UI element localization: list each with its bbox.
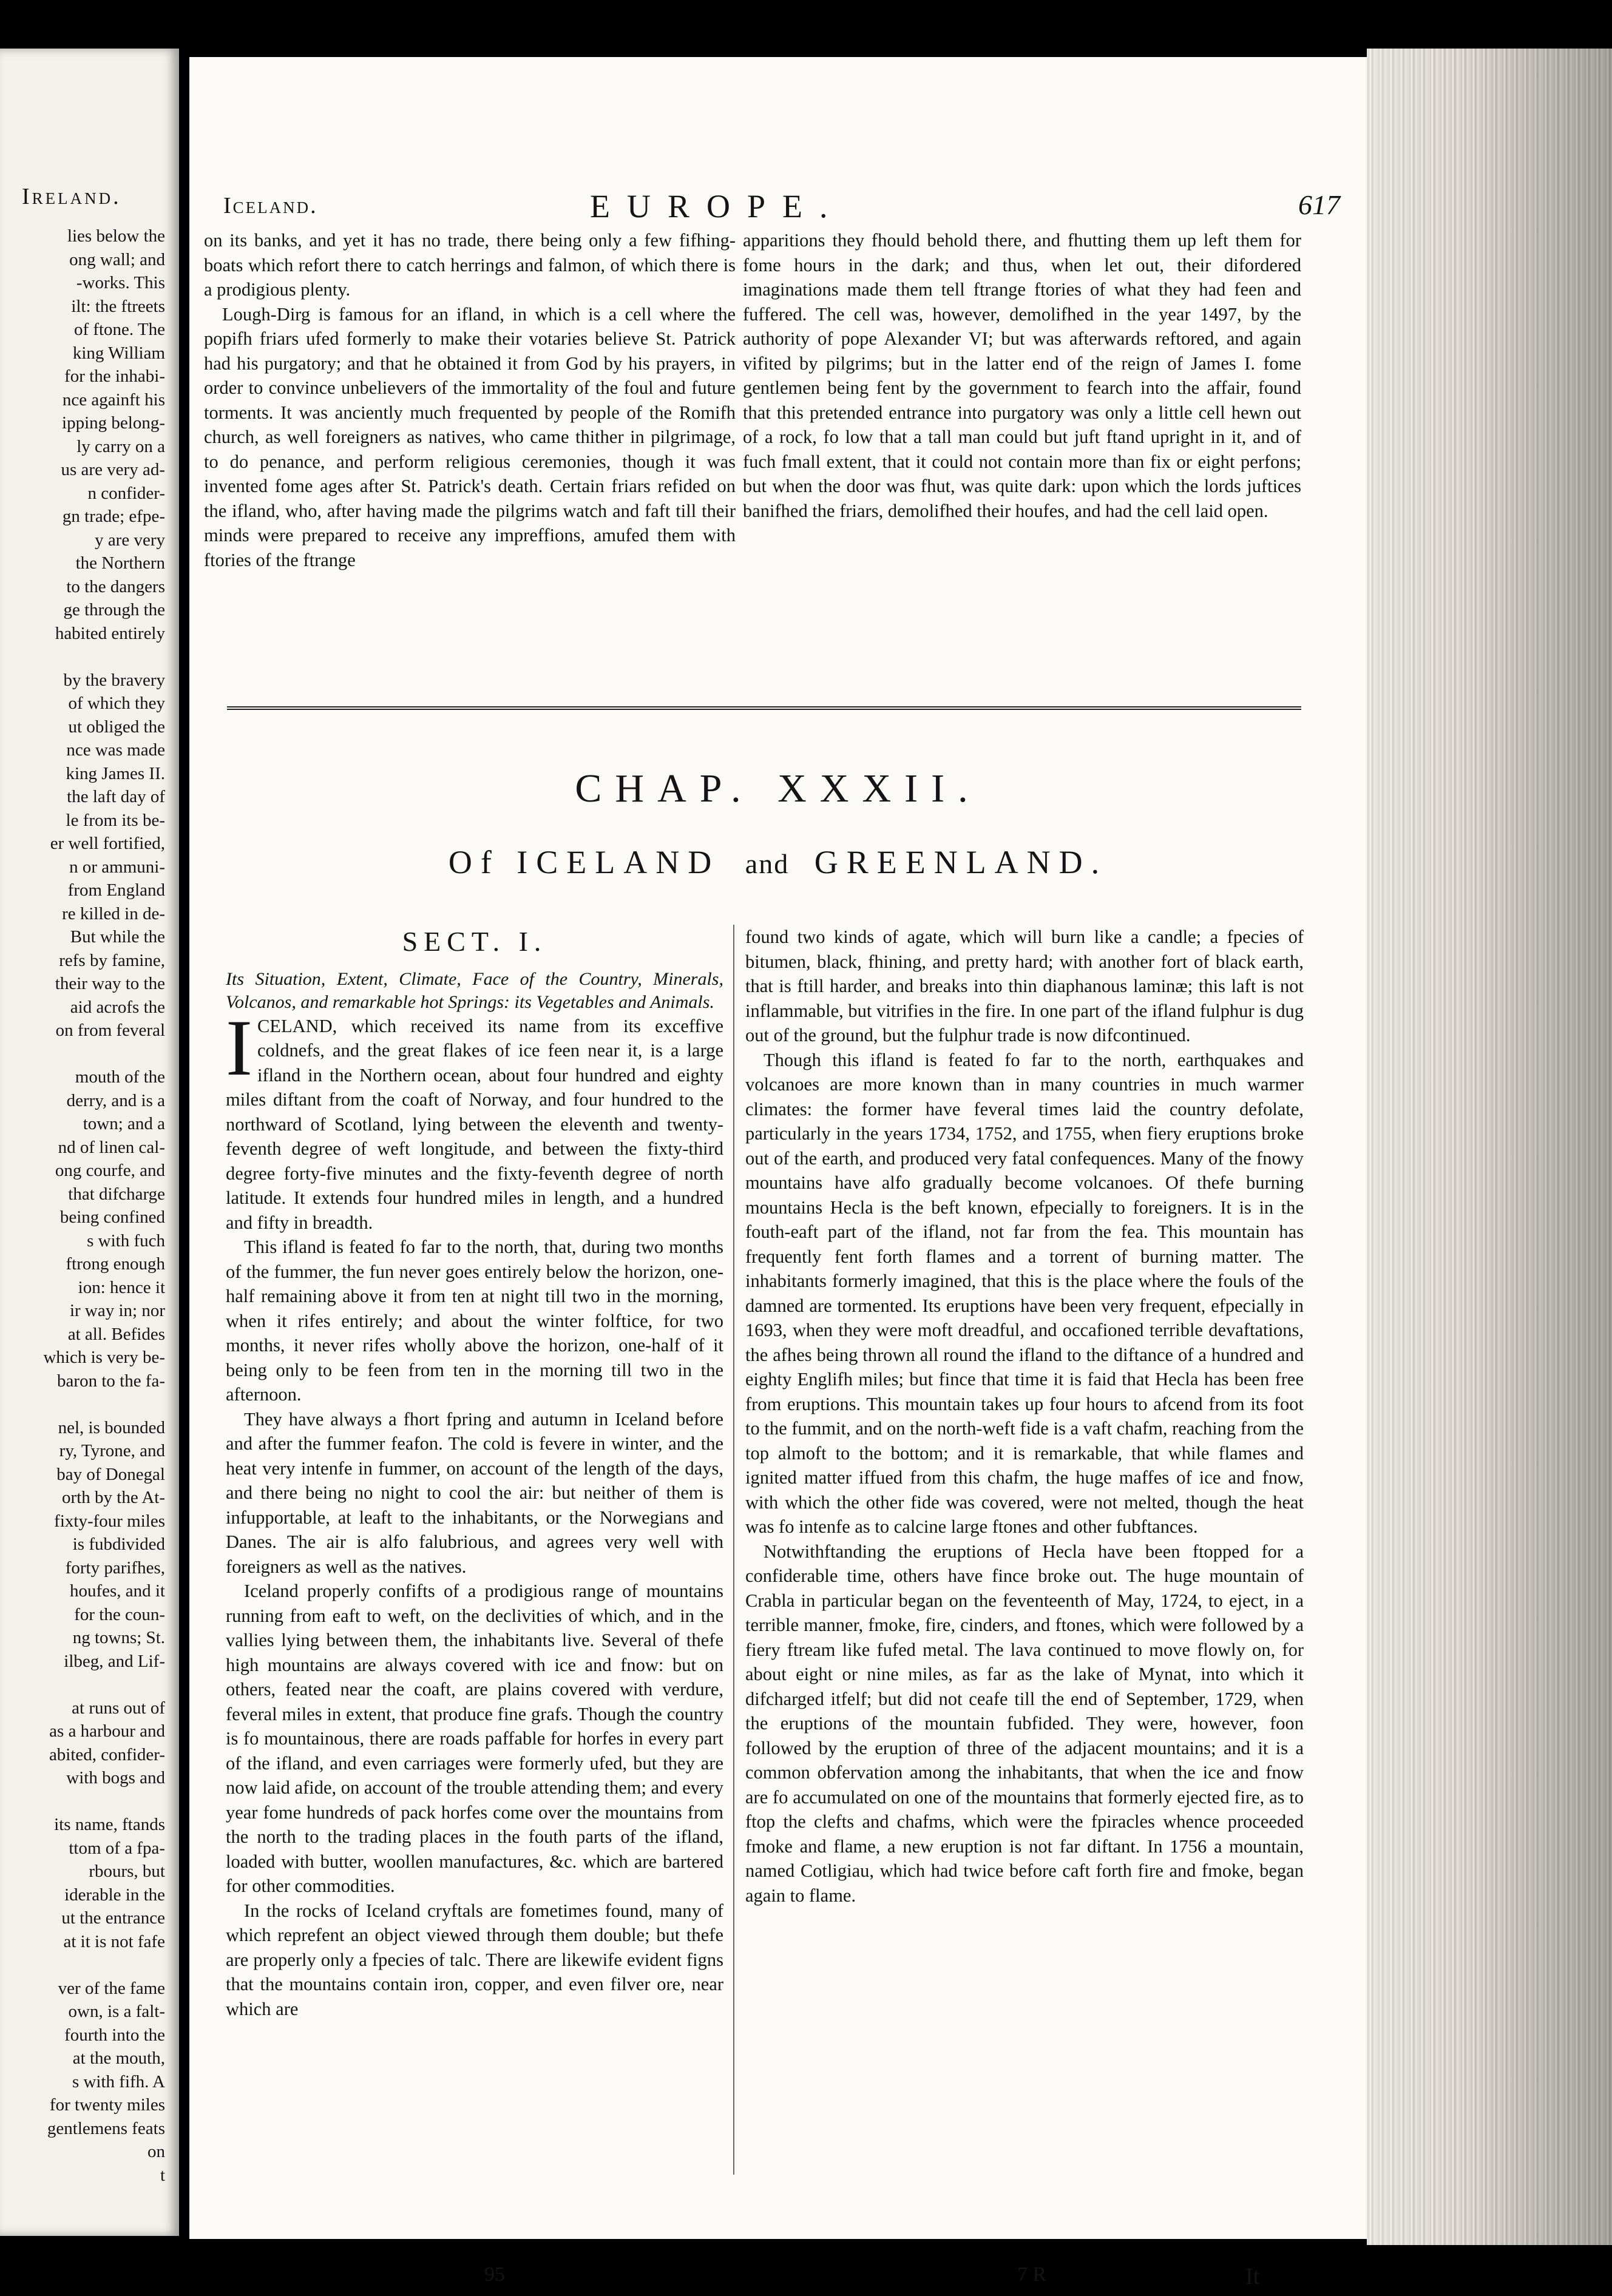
left-page-running-head: Ireland. (22, 184, 121, 209)
first-paragraph (226, 1002, 723, 1235)
running-head-center: EUROPE. (590, 188, 845, 225)
left-page-line: ge through the (63, 600, 165, 620)
left-page-line: s with fuch (87, 1231, 165, 1251)
left-page-line: ion: hence it (78, 1277, 165, 1297)
left-page-line: gentlemens feats (47, 2118, 165, 2138)
left-page-line: on from feveral (55, 1021, 165, 1040)
section-heading: SECT. I. (402, 926, 547, 957)
top-right-column (743, 228, 1301, 523)
left-page-line: nce was made (66, 740, 165, 760)
left-page-line: re killed in de- (62, 903, 165, 923)
drop-cap: I (226, 1002, 252, 1092)
page-signature: 95 (484, 2263, 505, 2286)
left-page-line: for the inhabi- (64, 366, 165, 386)
left-page-line (0, 1953, 165, 1977)
left-page-line: ilbeg, and Lif- (64, 1651, 165, 1671)
subtitle-greenland: GREENLAND. (814, 844, 1108, 880)
left-page-line: to the dangers (66, 576, 165, 596)
left-page-line: for the coun- (74, 1604, 165, 1624)
left-page-line: of ftone. The (73, 320, 165, 339)
subtitle-and: and (745, 848, 790, 879)
left-page-line: town; and a (83, 1114, 165, 1133)
section-divider-rule (227, 706, 1301, 710)
left-page-line: rbours, but (89, 1862, 165, 1881)
left-page-line: orth by the At- (62, 1488, 165, 1507)
left-page-line: ttom of a fpa- (69, 1838, 165, 1858)
gathering-mark: 7 R (1017, 2263, 1047, 2286)
left-page-line: ong wall; and (69, 249, 165, 269)
paragraph: Iceland properly confifts of a prodigious range of mountains running from eaft to weft, on the declivities of which, and in the vallies lying between them, the inhabitants live. Several of thefe high mountains are always covered with ice and fnow: but on others, feated near the coaft, are plains covered with verdure, feveral miles in extent, that produce fine grafs. Though the country is fo mountainous, there are roads paffable for horfes in every part of the ifland, and even carriages were formerly ufed, but they are now laid afide, on account of the trouble attending them; and every year fome hundreds of pack horfes come over the mountains from the north to the trading places in the fouth parts of the ifland, loaded with butter, woollen manufactures, &c. which are bartered for other commodities. (226, 1581, 723, 1896)
left-page-line: at runs out of (72, 1698, 165, 1718)
left-page-line: by the bravery (63, 670, 165, 690)
left-page-line: on (147, 2142, 165, 2161)
left-page-line: gn trade; efpe- (62, 507, 165, 526)
left-page-line: ftrong enough (66, 1254, 165, 1274)
left-page-line: ilt: the ftreets (71, 296, 165, 316)
subtitle-iceland: Of ICELAND (448, 844, 720, 880)
chapter-subtitle (189, 843, 1367, 881)
left-page-line: ipping belong- (62, 413, 165, 433)
paragraph: found two kinds of agate, which will burn like a candle; a fpecies of bitumen, black, fhining, and pretty hard; with another fort of black earth, that is ftill harder, and breaks into thin diaphanous laminæ; this laft is not inflammable, but vitrifies in the fire. In one part of the ifland fulphur is dug out of the ground, but the fulphur trade is now difcontinued. (745, 927, 1304, 1045)
chapter-title: CHAP. XXXII. (575, 766, 981, 811)
left-page-line: ly carry on a (76, 436, 165, 456)
left-page-line: forty parifhes, (65, 1558, 165, 1578)
left-page-line: s with fifh. A (72, 2071, 165, 2092)
bottom-left-column (226, 925, 723, 2021)
left-page-line: er well fortified, (50, 834, 165, 853)
paragraph: They have always a fhort fpring and autumn in Iceland before and after the fummer feafon. The cold is fevere in winter, and the heat very intenfe in fummer, on account of the length of the days, and there being no night to cool the air: but neither of them is infupportable, at leaft to the inhabitants, or the Norwegians and Danes. The air is alfo falubrious, and agrees very well with foreigners as well as the natives. (226, 1408, 723, 1577)
paragraph: apparitions they fhould behold there, and fhutting them up left them for fome hours in the dark; and thus, when let out, their difordered imaginations made them tell ftrange ftories of what they had feen and fuffered. The cell was, however, demolifhed in the year 1497, by the authority of pope Alexander VI; but was afterwards reftored, and again vifited by pilgrims; but in the latter end of the reign of James I. fome gentlemen being fent by the government to fearch into the affair, found that this pretended entrance into purgatory was only a little cell hewn out of a rock, fo low that a tall man could but juft ftand upright in it, and of fuch fmall extent, that it could not contain more than fix or eight perfons; but when the door was fhut, was quite dark: upon which the lords juftices banifhed the friars, demolifhed their houfes, and had the cell laid open. (743, 230, 1301, 521)
left-facing-page (0, 49, 179, 2236)
left-page-line: with bogs and (66, 1768, 165, 1788)
left-page-line: at the mouth, (72, 2048, 165, 2068)
left-page-line: being confined (59, 1207, 165, 1227)
left-page-line: habited entirely (55, 623, 165, 643)
left-page-line: is fubdivided (72, 1535, 165, 1554)
top-left-column (204, 228, 736, 572)
left-page-line: that difcharge (68, 1184, 165, 1204)
left-page-line: t (160, 2165, 165, 2185)
left-page-line: ut obliged the (68, 717, 165, 737)
left-page-line: y are very (95, 530, 165, 550)
left-page-line: at all. Befides (67, 1324, 165, 1344)
left-page-line (0, 645, 165, 669)
left-page-line: iderable in the (64, 1885, 165, 1905)
left-page-line: as a harbour and (49, 1721, 165, 1741)
paragraph: This ifland is feated fo far to the north, that, during two months of the fummer, the fun never goes entirely below the horizon, one-half remaining above it from ten at night till two in the morning, when it rifes entirely; and about the winter folftice, for two months, it never rifes wholly above the horizon, one-half of it being only to be feen from ten in the morning till two in the afternoon. (226, 1237, 723, 1405)
paragraph: Notwithftanding the eruptions of Hecla have been ftopped for a confiderable time, others have fince broke out. The huge mountain of Crabla in particular began on the feventeenth of May, 1724, to eject, in a terrible manner, fmoke, fire, cinders, and ftones, which were followed by a fiery ftream like fufed metal. The lava continued to move flowly on, for about eight or nine miles, as far as the lake of Mynat, into which it difcharged itfelf; but did not ceafe till the end of September, 1729, when the eruptions of the mountain fubfided. They were, however, foon followed by the eruption of three of the adjacent mountains; and it is a common obfervation among the inhabitants, that when the ice and fnow are fo accumulated on one of the mountains that formerly ejected fire, as to ftop the clefts and chafms, which were the fpiracles whence proceeded fmoke and flame, a new eruption is not far diftant. In 1756 a mountain, named Cotligiau, which had twice before caft forth fire and fmoke, began again to flame. (745, 1541, 1304, 1906)
left-page-line (0, 1042, 165, 1066)
left-page-line: of which they (68, 694, 165, 713)
left-page-line: fixty-four miles (54, 1511, 165, 1531)
left-page-line: which is very be- (43, 1348, 165, 1367)
left-page-line: ut the entrance (61, 1908, 165, 1928)
catchword: It (1245, 2264, 1260, 2289)
left-page-line: its name, ftands (54, 1815, 165, 1834)
left-page-line: fourth into the (64, 2025, 165, 2045)
paragraph: on its banks, and yet it has no trade, there being only a few fifhing-boats which refort there to catch herrings and falmon, of which there is a prodigious plenty. (204, 230, 736, 300)
left-page-line: own, is a falt- (68, 2002, 165, 2021)
running-head-left: Iceland. (223, 193, 318, 218)
left-page-line: the Northern (75, 553, 165, 573)
paragraph: Though this ifland is feated fo far to the north, earthquakes and volcanoes are more known than in many countries in much warmer climates: the former have feveral times laid the country defolate, particularly in the years 1734, 1752, and 1755, when fiery eruptions broke out of the earth, and produced very fatal confequences. Many of the fnowy mountains have alfo gradually become volcanoes. Of thefe burning mountains Hecla is the beft known, efpecially to foreigners. It is in the fouth-eaft part of the ifland, not far from the fea. This mountain has frequently fent forth flames and a torrent of burning matter. The inhabitants formerly imagined, that this is the place where the fouls of the damned are tormented. Its eruptions have been very frequent, efpecially in 1693, when they were moft dreadful, and occafioned terrible devaftations, the afhes being thrown all round the ifland to the diftance of a hundred and eighty Englifh miles; but fince that time it is faid that Hecla has been free from eruptions. This mountain takes up four hours to afcend from its foot to the fummit, and on the north-weft fide is a vaft chafm, reaching from the top almoft to the bottom; and it is remarkable, that while flames and ignited matter iffued from this chafm, the huge maffes of ice and fnow, with which the other fide was covered, were not melted, though the heat was fo intenfe as to calcine large ftones and other fubftances. (745, 1049, 1304, 1537)
column-divider (733, 925, 734, 2175)
left-page-line: houfes, and it (69, 1581, 165, 1601)
paragraph: Lough-Dirg is famous for an ifland, in which is a cell where the popifh friars ufed formerly to make their votaries believe St. Patrick had his purgatory; and that he obtained it from God by his prayers, in order to convince unbelievers of the immortality of the foul and future torments. It was anciently much frequented by people of the Romifh church, as well foreigners as natives, who came thither in pilgrimage, to do penance, and perform religious ceremonies, though it was invented fome ages after St. Patrick's death. Certain friars refided on the ifland, who, after having made the pilgrims watch and faft till their minds were prepared to receive any impreffions, amufed them with ftories of the ftrange (204, 303, 736, 570)
left-page-line: from England (67, 880, 165, 900)
left-page-line: mouth of the (75, 1067, 165, 1087)
left-page-line: ver of the fame (58, 1978, 165, 1998)
left-page-line: refs by famine, (59, 950, 165, 970)
left-page-line: for twenty miles (49, 2095, 165, 2115)
left-page-line: abited, confider- (49, 1744, 165, 1764)
section-summary: Its Situation, Extent, Climate, Face of the Country, Minerals, Volcanos, and remarkable hot Springs: its Vegetables and Animals. (226, 968, 723, 1012)
left-page-line: nd of linen cal- (58, 1137, 165, 1157)
page-stack-edge (1367, 49, 1612, 2245)
left-page-line: king James II. (66, 763, 165, 783)
left-page-line: lies below the (67, 226, 165, 246)
left-page-line: at it is not fafe (63, 1931, 165, 1951)
left-page-line (0, 1673, 165, 1697)
left-page-line: But while the (70, 927, 165, 947)
left-page-line: aid acrofs the (70, 997, 165, 1017)
left-page-line: ir way in; nor (69, 1301, 165, 1320)
left-page-line (0, 1393, 165, 1416)
left-page-line: n or ammuni- (69, 857, 165, 877)
left-page-line: the laft day of (67, 787, 165, 806)
left-page-text-fragments (0, 225, 165, 2187)
left-page-line: their way to the (55, 974, 165, 993)
bottom-right-column (745, 925, 1304, 1908)
left-page-line: n confider- (87, 483, 165, 503)
left-page-line: nel, is bounded (58, 1417, 165, 1437)
left-page-line: ong courfe, and (55, 1161, 165, 1180)
running-head (189, 187, 1367, 224)
left-page-line: le from its be- (66, 810, 165, 830)
left-page-line: king William (72, 343, 165, 363)
left-page-line: us are very ad- (61, 460, 165, 479)
paragraph: In the rocks of Iceland cryftals are fometimes found, many of which reprefent an object viewed through them double; but thefe are properly only a fpecies of talc. There are likewife evident figns that the mountains contain iron, copper, and even filver ore, near which are (226, 1900, 723, 2019)
left-page-line: ng towns; St. (72, 1628, 165, 1647)
left-page-line: -works. This (76, 273, 165, 292)
left-page-line: ry, Tyrone, and (59, 1441, 165, 1460)
first-paragraph-text: CELAND, which received its name from its exceffive coldnefs, and the great flakes of ice feen near it, is a large ifland in the Northern ocean, about four hundred and eighty miles diftant from the coaft of Norway, and four hundred to the northward of Scotland, lying between the eleventh and twenty-feventh degree of weft longitude, and between the fixty-third degree forty-five minutes and the fixty-feventh degree of north latitude. It extends four hundred miles in length, and a hundred and fifty in breadth. (226, 1015, 723, 1233)
left-page-line: derry, and is a (66, 1090, 165, 1110)
left-page-line: baron to the fa- (57, 1371, 165, 1391)
page-number: 617 (1298, 189, 1340, 220)
left-page-line: bay of Donegal (56, 1464, 165, 1484)
left-page-line (0, 1790, 165, 1814)
book-page (189, 57, 1367, 2289)
left-page-line: nce againft his (62, 390, 165, 410)
